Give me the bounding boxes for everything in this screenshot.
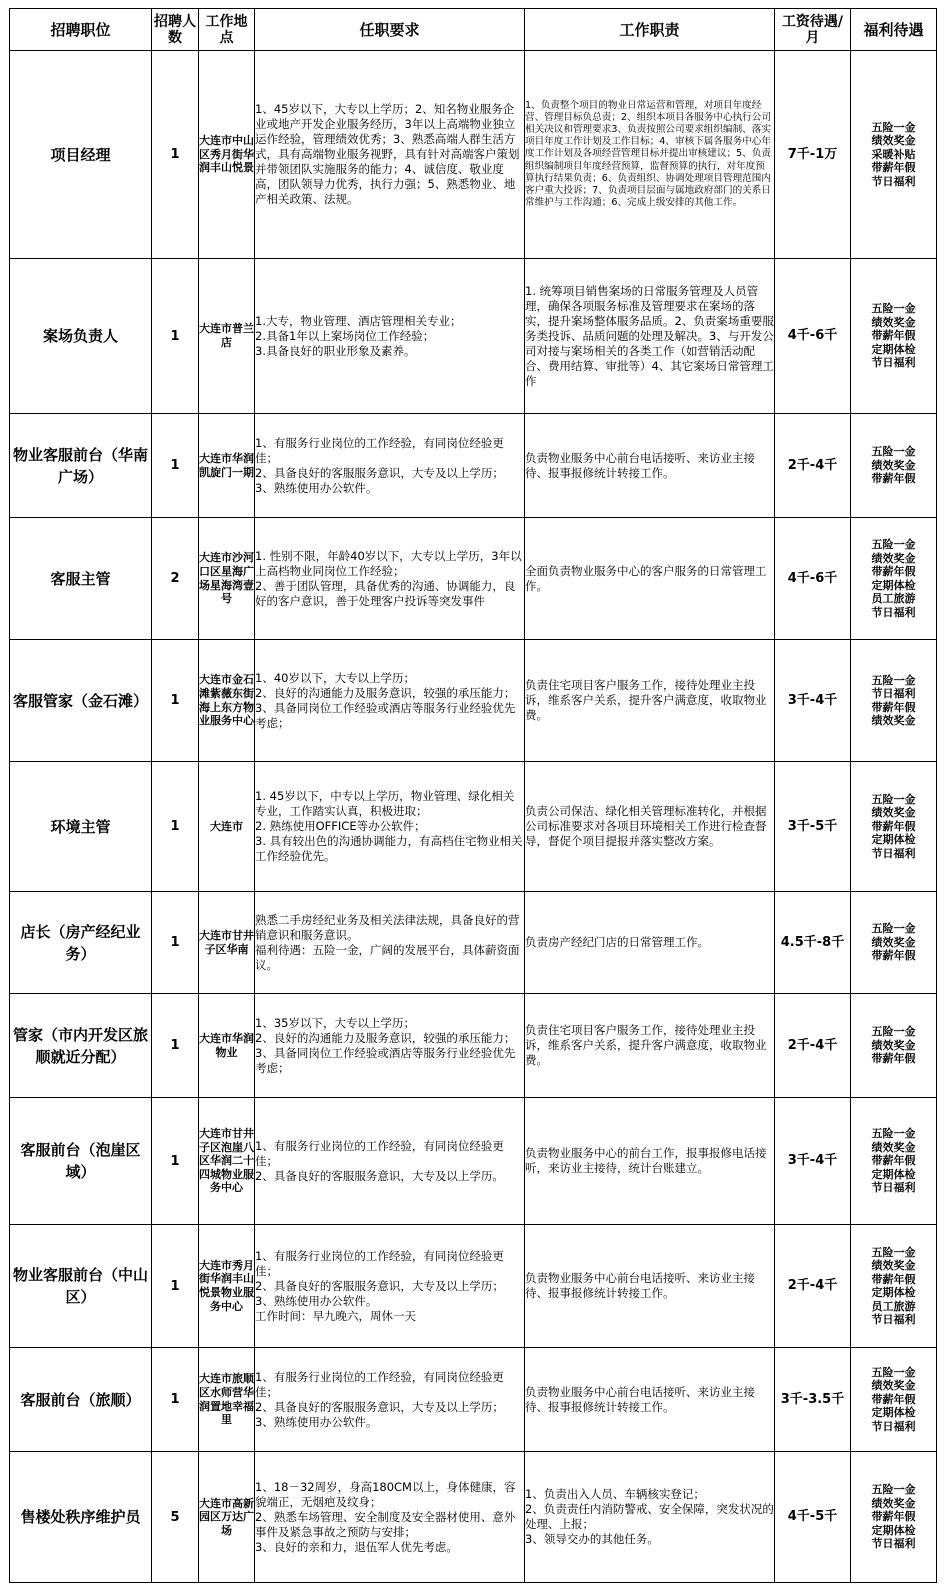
location-cell: 大连市甘井子区泡崖八区华润二十四城物业服务中心: [199, 1098, 255, 1225]
salary-cell: 4千-6千: [775, 259, 851, 414]
duties-cell: 负责房产经纪门店的日常管理工作。: [525, 892, 775, 994]
location-cell: 大连市: [199, 762, 255, 892]
benefits-cell: 五险一金 绩效奖金 带薪年假 定期体检 节日福利: [851, 1098, 937, 1225]
header-benefits: 福利待遇: [851, 9, 937, 51]
requirements-cell: 1、40岁以下，大专以上学历； 2、良好的沟通能力及服务意识，较强的承压能力； 3、具备同岗位工作经验或酒店等服务行业经验优先考虑；: [255, 640, 525, 762]
count-cell: 1: [152, 1348, 199, 1452]
salary-cell: 2千-4千: [775, 1225, 851, 1348]
count-cell: 1: [152, 259, 199, 414]
header-salary: 工资待遇/月: [775, 9, 851, 51]
header-requirements: 任职要求: [255, 9, 525, 51]
duties-cell: 全面负责物业服务中心的客户服务的日常管理工作。: [525, 518, 775, 640]
duties-cell: 1. 统筹项目销售案场的日常服务管理及人员管理，确保各项服务标准及管理要求在案场的落实，提升案场整体服务品质。2、负责案场重要服务类投诉、品质问题的处理及解决。3、与开发公司对接与案场相关的各类工作（如营销活动配合、费用结算、审批等）4、其它案场日常管理工作: [525, 259, 775, 414]
table-row: [10, 762, 937, 892]
job-table: [9, 8, 937, 1583]
table-row: [10, 518, 937, 640]
position-cell: 案场负责人: [10, 259, 152, 414]
header-row: [10, 9, 937, 51]
position-cell: 物业客服前台（华南广场）: [10, 414, 152, 518]
duties-cell: 负责物业服务中心前台电话接听、来访业主接待、报事报修统计转接工作。: [525, 1348, 775, 1452]
requirements-cell: 1、有服务行业岗位的工作经验，有同岗位经验更佳； 2、具备良好的客服服务意识，大专及以上学历； 3、熟练使用办公软件。: [255, 1348, 525, 1452]
location-cell: 大连市华润物业: [199, 994, 255, 1098]
count-cell: 1: [152, 994, 199, 1098]
salary-cell: 3千-4千: [775, 1098, 851, 1225]
benefits-cell: 五险一金 绩效奖金 带薪年假: [851, 892, 937, 994]
position-cell: 管家（市内开发区旅顺就近分配）: [10, 994, 152, 1098]
benefits-cell: 五险一金 绩效奖金 采暖补贴 带薪年假 节日福利: [851, 51, 937, 259]
salary-cell: 3千-5千: [775, 762, 851, 892]
requirements-cell: 1、有服务行业岗位的工作经验，有同岗位经验更佳； 2、具备良好的客服服务意识，大专及以上学历； 3、熟练使用办公软件。: [255, 414, 525, 518]
table-row: [10, 892, 937, 994]
salary-cell: 2千-4千: [775, 994, 851, 1098]
position-cell: 店长（房产经纪业务）: [10, 892, 152, 994]
location-cell: 大连市普兰店: [199, 259, 255, 414]
requirements-cell: 1、18－32周岁，身高180CM以上，身体健康，容貌端正，无烟疤及纹身； 2、熟悉车场管理、安全制度及安全器材使用、意外事件及紧急事故之预防与安排； 3、良好的亲和力，退伍军人优先考虑。: [255, 1452, 525, 1583]
count-cell: 1: [152, 1098, 199, 1225]
salary-cell: 3千-4千: [775, 640, 851, 762]
location-cell: 大连市华润凯旋门一期: [199, 414, 255, 518]
position-cell: 环境主管: [10, 762, 152, 892]
location-cell: 大连市金石滩紫薇东街海上东方物业服务中心: [199, 640, 255, 762]
table-row: [10, 1098, 937, 1225]
position-cell: 客服前台（泡崖区域）: [10, 1098, 152, 1225]
salary-cell: 7千-1万: [775, 51, 851, 259]
salary-cell: 3千-3.5千: [775, 1348, 851, 1452]
table-row: [10, 414, 937, 518]
table-row: [10, 1452, 937, 1583]
location-cell: 大连市中山区秀月街华润丰山悦景: [199, 51, 255, 259]
requirements-cell: 1. 性别不限，年龄40岁以下，大专以上学历，3年以上高档物业同岗位工作经验； 2、善于团队管理，具备优秀的沟通、协调能力，良好的客户意识，善于处理客户投诉等突发事件: [255, 518, 525, 640]
count-cell: 1: [152, 414, 199, 518]
benefits-cell: 五险一金 绩效奖金 带薪年假 定期体检 节日福利: [851, 1348, 937, 1452]
position-cell: 项目经理: [10, 51, 152, 259]
header-duties: 工作职责: [525, 9, 775, 51]
salary-cell: 4千-6千: [775, 518, 851, 640]
position-cell: 客服前台（旅顺）: [10, 1348, 152, 1452]
count-cell: 1: [152, 892, 199, 994]
benefits-cell: 五险一金 绩效奖金 带薪年假: [851, 994, 937, 1098]
table-row: [10, 994, 937, 1098]
count-cell: 1: [152, 51, 199, 259]
location-cell: 大连市秀月街华润丰山悦景物业服务中心: [199, 1225, 255, 1348]
header-location: 工作地点: [199, 9, 255, 51]
count-cell: 1: [152, 1225, 199, 1348]
requirements-cell: 1.大专，物业管理、酒店管理相关专业； 2.具备1年以上案场岗位工作经验； 3.具备良好的职业形象及素养。: [255, 259, 525, 414]
benefits-cell: 五险一金 绩效奖金 带薪年假 定期体检 节日福利: [851, 259, 937, 414]
duties-cell: 1、负责整个项目的物业日常运营和管理，对项目年度经营、管理目标负总责；2、组织本项目各服务中心执行公司相关决议和管理要求3、负责按照公司要求组织编制、落实项目年度工作计划及工作目标；4、审核下属各服务中心年度工作计划及各项经营管理目标并提出审核建议；5、负责组织编制项目年度经营预算，监督预算的执行，对年度预算执行结果负责；6、负责组织、协调处理项目管理范围内客户重大投诉；7、负责项目层面与属地政府部门的关系日常维护与工作沟通；6、完成上级安排的其他工作。: [525, 51, 775, 259]
count-cell: 1: [152, 640, 199, 762]
duties-cell: 负责物业服务中心前台电话接听、来访业主接待、报事报修统计转接工作。: [525, 414, 775, 518]
position-cell: 售楼处秩序维护员: [10, 1452, 152, 1583]
salary-cell: 2千-4千: [775, 414, 851, 518]
count-cell: 5: [152, 1452, 199, 1583]
table-row: [10, 1225, 937, 1348]
benefits-cell: 五险一金 绩效奖金 带薪年假 定期体检 员工旅游 节日福利: [851, 518, 937, 640]
table-row: [10, 259, 937, 414]
header-count: 招聘人数: [152, 9, 199, 51]
position-cell: 物业客服前台（中山区）: [10, 1225, 152, 1348]
location-cell: 大连市沙河口区星海广场星海湾壹号: [199, 518, 255, 640]
requirements-cell: 1、有服务行业岗位的工作经验，有同岗位经验更佳； 2、具备良好的客服服务意识，大专及以上学历。: [255, 1098, 525, 1225]
table-row: [10, 51, 937, 259]
salary-cell: 4.5千-8千: [775, 892, 851, 994]
position-cell: 客服管家（金石滩）: [10, 640, 152, 762]
table-row: [10, 1348, 937, 1452]
table-row: [10, 640, 937, 762]
benefits-cell: 五险一金 节日福利 带薪年假 绩效奖金: [851, 640, 937, 762]
requirements-cell: 1、45岁以下，大专以上学历；2、知名物业服务企业或地产开发企业服务经历，3年以上高端物业独立运作经验，管理绩效优秀；3、熟悉高端人群生活方式，具有高端物业服务视野，具有针对高端客户策划并带领团队实施服务的能力；4、诚信度、敬业度高，团队领导力优秀，执行力强；5、熟悉物业、地产相关政策、法规。: [255, 51, 525, 259]
header-position: 招聘职位: [10, 9, 152, 51]
duties-cell: 1、负责出入人员、车辆核实登记； 2、负责责任内消防警戒、安全保障，突发状况的处理、上报； 3、领导交办的其他任务。: [525, 1452, 775, 1583]
location-cell: 大连市甘井子区华南: [199, 892, 255, 994]
requirements-cell: 1. 45岁以下，中专以上学历，物业管理、绿化相关专业，工作踏实认真，积极进取； 2. 熟练使用OFFICE等办公软件； 3. 具有较出色的沟通协调能力，有高档住宅物业相关工作经验优先。: [255, 762, 525, 892]
salary-cell: 4千-5千: [775, 1452, 851, 1583]
duties-cell: 负责物业服务中心的前台工作，报事报修电话接听，来访业主接待，统计台账建立。: [525, 1098, 775, 1225]
requirements-cell: 1、35岁以下，大专以上学历； 2、良好的沟通能力及服务意识，较强的承压能力； 3、具备同岗位工作经验或酒店等服务行业经验优先考虑；: [255, 994, 525, 1098]
duties-cell: 负责住宅项目客户服务工作，接待处理业主投诉，维系客户关系，提升客户满意度，收取物业费。: [525, 994, 775, 1098]
requirements-cell: 熟悉二手房经纪业务及相关法律法规，具备良好的营销意识和服务意识。 福利待遇：五险一金，广阔的发展平台，具体薪资面议。: [255, 892, 525, 994]
location-cell: 大连市高新园区万达广场: [199, 1452, 255, 1583]
count-cell: 1: [152, 762, 199, 892]
position-cell: 客服主管: [10, 518, 152, 640]
location-cell: 大连市旅顺区水师营华润置地幸福里: [199, 1348, 255, 1452]
benefits-cell: 五险一金 绩效奖金 带薪年假: [851, 414, 937, 518]
count-cell: 2: [152, 518, 199, 640]
benefits-cell: 五险一金 绩效奖金 带薪年假 定期体检 节日福利: [851, 1452, 937, 1583]
duties-cell: 负责公司保洁、绿化相关管理标准转化，并根据公司标准要求对各项目环境相关工作进行检查督导，督促个项目提报并落实整改方案。: [525, 762, 775, 892]
requirements-cell: 1、有服务行业岗位的工作经验，有同岗位经验更佳； 2、具备良好的客服服务意识，大专及以上学历； 3、熟练使用办公软件。 工作时间：早九晚六，周休一天: [255, 1225, 525, 1348]
benefits-cell: 五险一金 绩效奖金 带薪年假 定期体检 节日福利: [851, 762, 937, 892]
duties-cell: 负责物业服务中心前台电话接听、来访业主接待、报事报修统计转接工作。: [525, 1225, 775, 1348]
duties-cell: 负责住宅项目客户服务工作，接待处理业主投诉，维系客户关系，提升客户满意度，收取物业费。: [525, 640, 775, 762]
benefits-cell: 五险一金 绩效奖金 带薪年假 定期体检 员工旅游 节日福利: [851, 1225, 937, 1348]
